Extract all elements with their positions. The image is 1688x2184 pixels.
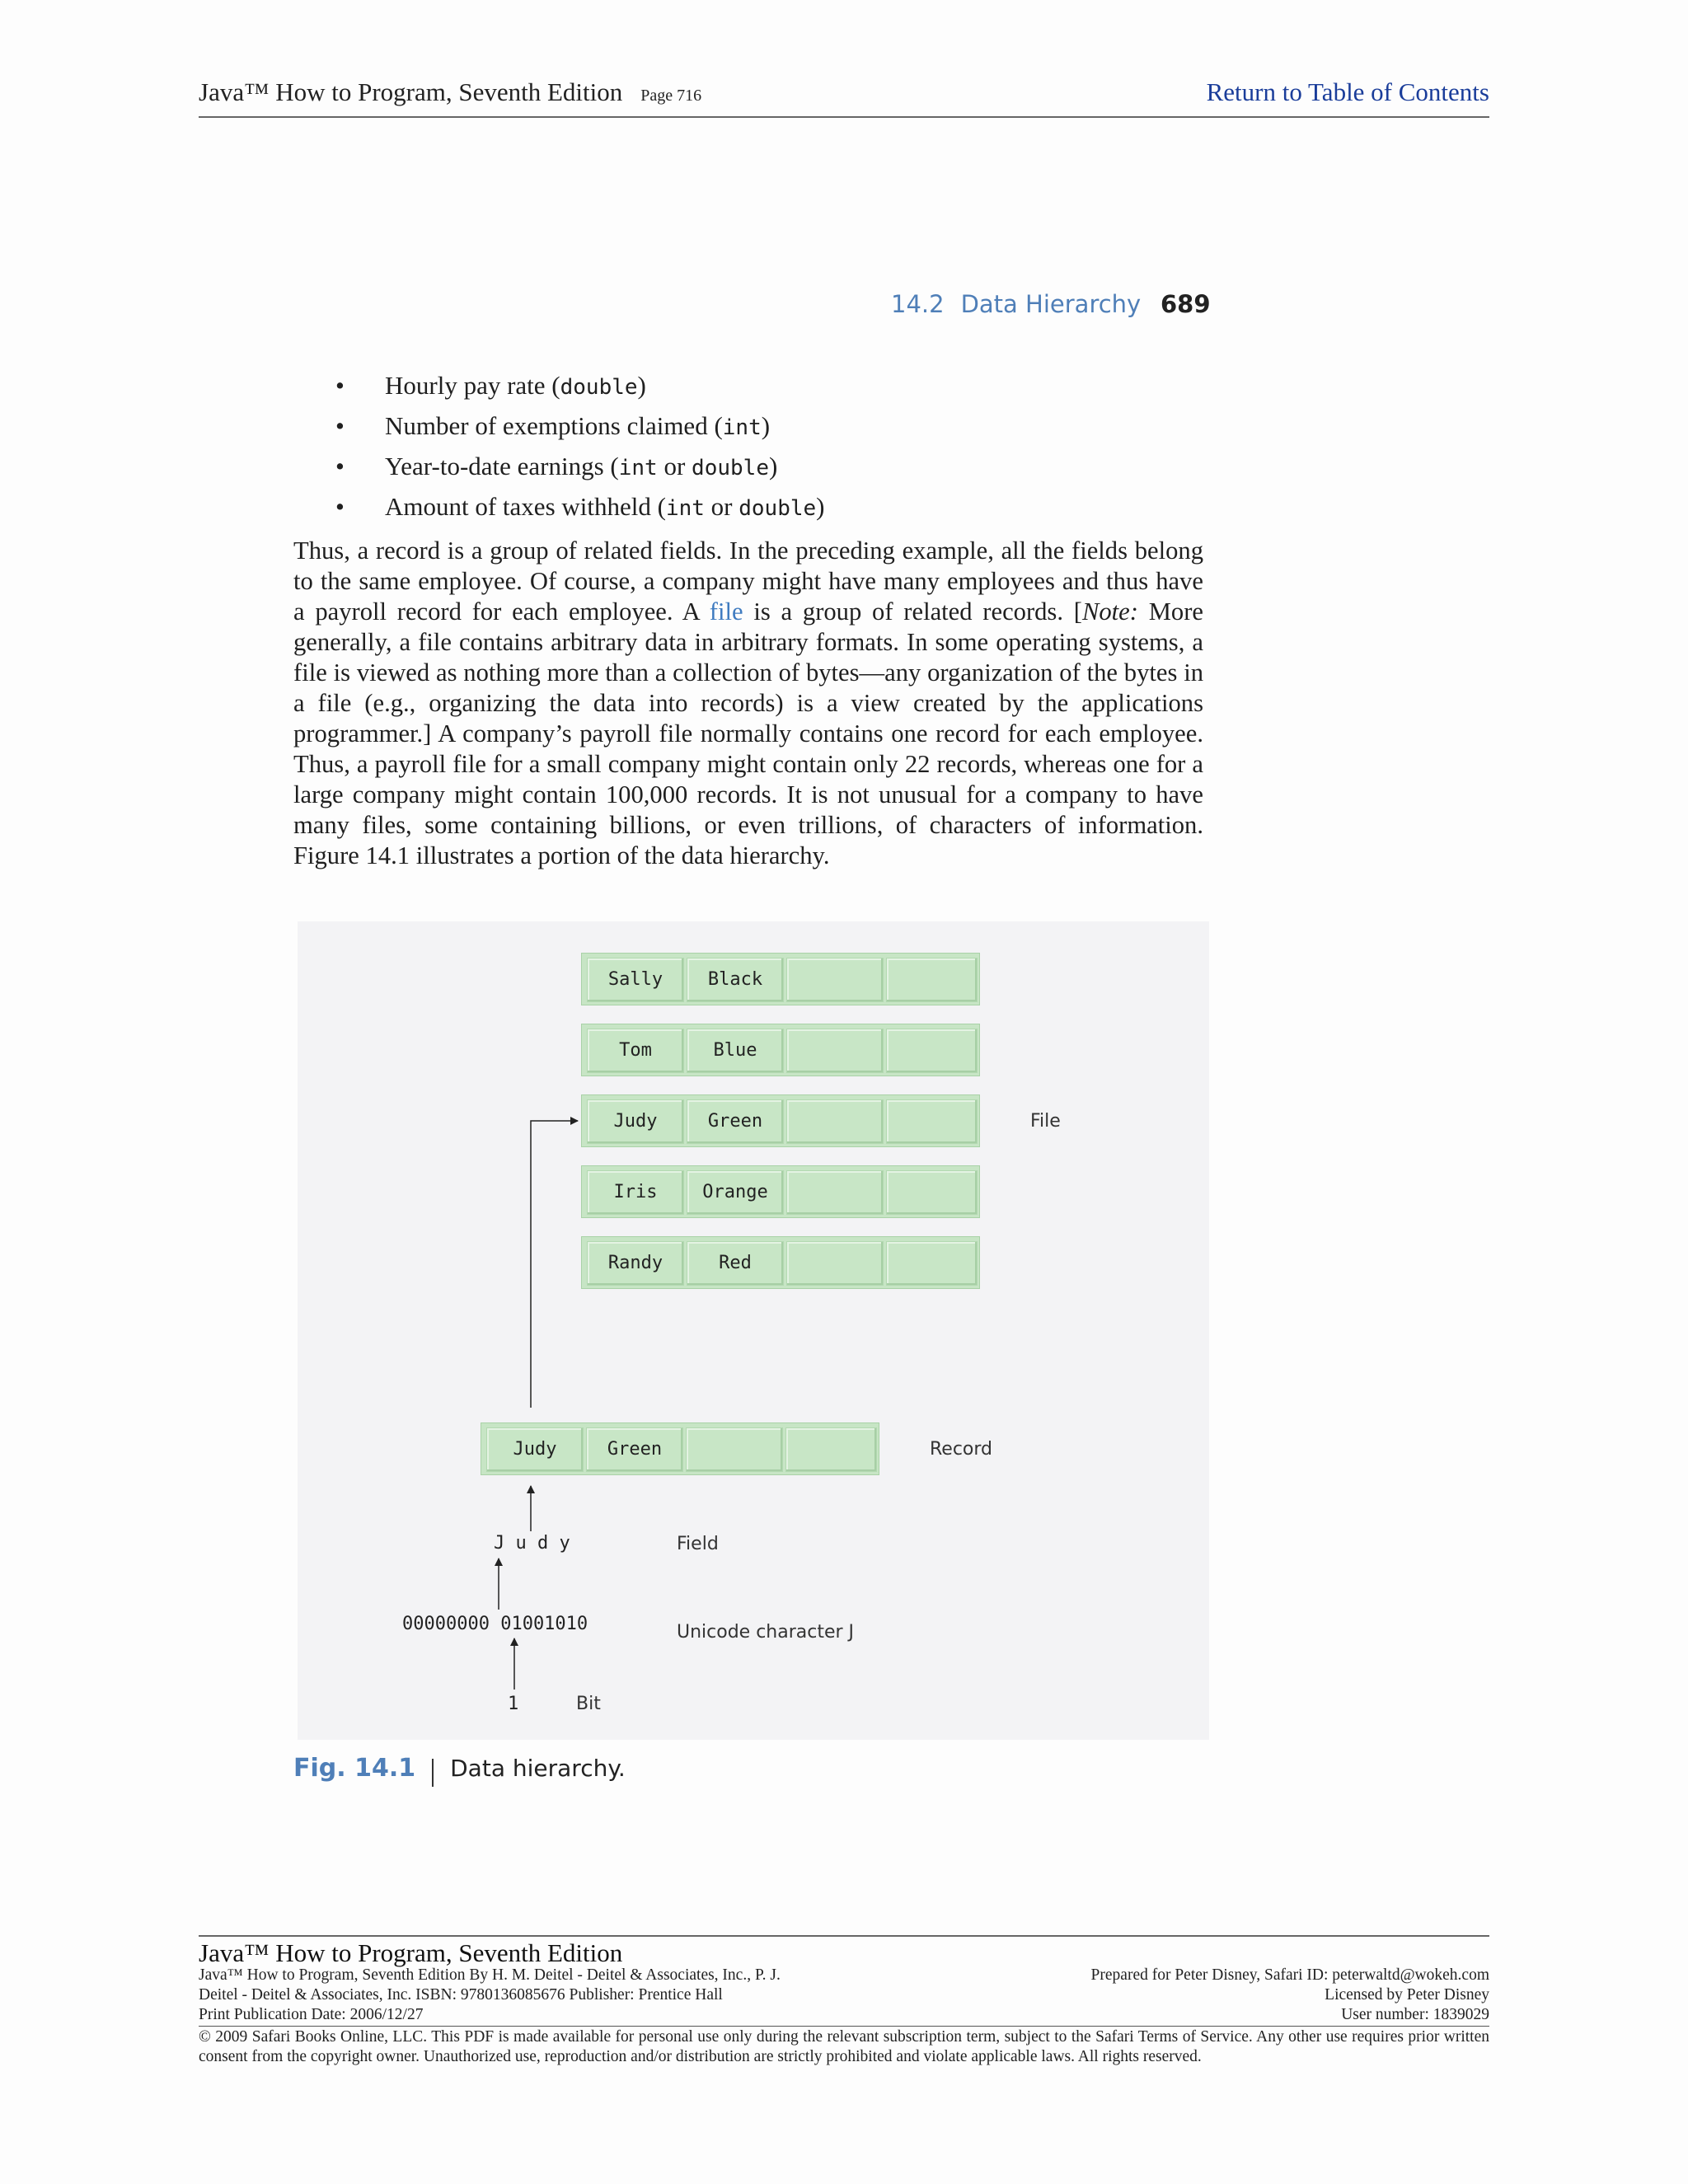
- section-number: 14.2: [891, 290, 945, 318]
- bullet-code: int: [722, 415, 762, 440]
- figure-number: Fig. 14.1: [293, 1754, 416, 1783]
- footer-isbn-line: Deitel - Deitel & Associates, Inc. ISBN: 9780136085676 Publisher: Prentice Hall: [199, 1986, 723, 2004]
- caption-text: Data hierarchy.: [450, 1755, 626, 1782]
- bullet-text: Amount of taxes withheld (: [385, 492, 666, 521]
- file-label: File: [1030, 1111, 1061, 1132]
- page-label: Page 716: [640, 87, 702, 105]
- footer-copyright: © 2009 Safari Books Online, LLC. This PDF is made available for personal use only during the relevant subscription term, subject to the Safari Terms of Service. Any other use requires prior written consent from the copyright owner. Unauthorized use, reproduction and/or distribution are strictly prohibited and violate applicable laws. All rights reserved.: [199, 2028, 1489, 2065]
- bullet-text: Year-to-date earnings (: [385, 452, 619, 480]
- bullet-code-2: double: [692, 456, 769, 480]
- field-label: Field: [677, 1534, 719, 1554]
- record-label: Record: [930, 1439, 993, 1460]
- footer-book-title: Java™ How to Program, Seventh Edition: [199, 1938, 623, 1967]
- bullet-dot: •: [335, 371, 345, 400]
- record-last-cell: Green: [586, 1427, 683, 1472]
- paragraph-part-2: is a group of related records. [: [743, 598, 1082, 626]
- bullet-code: int: [618, 456, 658, 480]
- footer-divider: [199, 1935, 1489, 1937]
- bullet-dot: •: [335, 452, 345, 480]
- running-head-section: [891, 290, 1141, 318]
- bullet-tail: ): [768, 452, 778, 480]
- paragraph-part-3: More generally, a file contains arbitrary data in arbitrary formats. In some operating systems, a file is viewed as nothing more than a collection of bytes—any organization of the bytes in a file (e.g., organizing the data into records) is a view created by the applications programmer.] A company’s payroll file normally contains one record for each employee. Thus, a payroll file for a small company might contain only 22 records, whereas one for a large company might contain 100,000 records. It is not unusual for a company to have many files, some containing billions, or even trillions, of characters of information. Figure 14.1 illustrates a portion of the data hierarchy.: [293, 598, 1203, 869]
- caption-divider: [432, 1759, 434, 1787]
- field-value: J u d y: [494, 1533, 570, 1554]
- last-name-cell: Black: [687, 958, 784, 1002]
- bullet-dot: •: [335, 492, 345, 521]
- bullet-tail: ): [637, 371, 646, 400]
- last-name-cell: Red: [687, 1241, 784, 1286]
- data-hierarchy-figure: [298, 921, 1209, 1740]
- header-divider: [199, 116, 1489, 118]
- footer-date-line: Print Publication Date: 2006/12/27: [199, 2006, 424, 2023]
- bullet-dot: •: [335, 411, 345, 440]
- footer-user-number: User number: 1839029: [1341, 2006, 1489, 2023]
- first-name-cell: Iris: [587, 1170, 684, 1215]
- first-name-cell: Randy: [587, 1241, 684, 1286]
- bit-value: 1: [508, 1694, 519, 1714]
- figure-caption: [293, 1754, 626, 1787]
- bullet-text: Hourly pay rate (: [385, 371, 560, 400]
- first-name-cell: Judy: [587, 1099, 684, 1144]
- unicode-bits: 00000000 01001010: [402, 1614, 588, 1634]
- bullet-mid: or: [657, 452, 692, 480]
- first-name-cell: Tom: [587, 1029, 684, 1073]
- footer-prepared-for: Prepared for Peter Disney, Safari ID: peterwaltd@wokeh.com: [1090, 1966, 1489, 1984]
- bullet-tail: ): [761, 411, 771, 440]
- bullet-tail: ): [816, 492, 825, 521]
- bullet-code-2: double: [738, 496, 817, 521]
- last-name-cell: Green: [687, 1099, 784, 1144]
- book-page-number: 689: [1160, 290, 1211, 318]
- unicode-label: Unicode character J: [677, 1622, 855, 1643]
- footer-licensed-by: Licensed by Peter Disney: [1325, 1986, 1489, 2004]
- bullet-mid: or: [704, 492, 739, 521]
- last-name-cell: Orange: [687, 1170, 784, 1215]
- section-title: Data Hierarchy: [960, 290, 1142, 318]
- toc-link[interactable]: Return to Table of Contents: [1206, 77, 1489, 106]
- footer-divider-2: [199, 2026, 1489, 2027]
- keyword-file: file: [709, 598, 743, 626]
- book-title: [199, 77, 701, 107]
- body-paragraph: [293, 536, 1203, 871]
- record-first-cell: Judy: [486, 1427, 584, 1472]
- footer-author-line: Java™ How to Program, Seventh Edition By H. M. Deitel - Deitel & Associates, Inc., P. J.: [199, 1966, 781, 1984]
- bullet-code: int: [665, 496, 705, 521]
- bit-label: Bit: [576, 1694, 601, 1714]
- bullet-code: double: [560, 375, 638, 400]
- hierarchy-arrows: [298, 921, 1209, 1740]
- book-title-text: Java™ How to Program, Seventh Edition: [199, 77, 623, 106]
- last-name-cell: Blue: [687, 1029, 784, 1073]
- record-to-file-arrow: [531, 1121, 578, 1408]
- bullet-text: Number of exemptions claimed (: [385, 411, 723, 440]
- paragraph-part-1: Thus, a record is a group of related fields. In the preceding example, all the fields belong to the same employee. Of course, a company might have many employees and thus have a payroll record for each employee. A: [293, 537, 1203, 626]
- note-label: Note:: [1081, 598, 1138, 626]
- first-name-cell: Sally: [587, 958, 684, 1002]
